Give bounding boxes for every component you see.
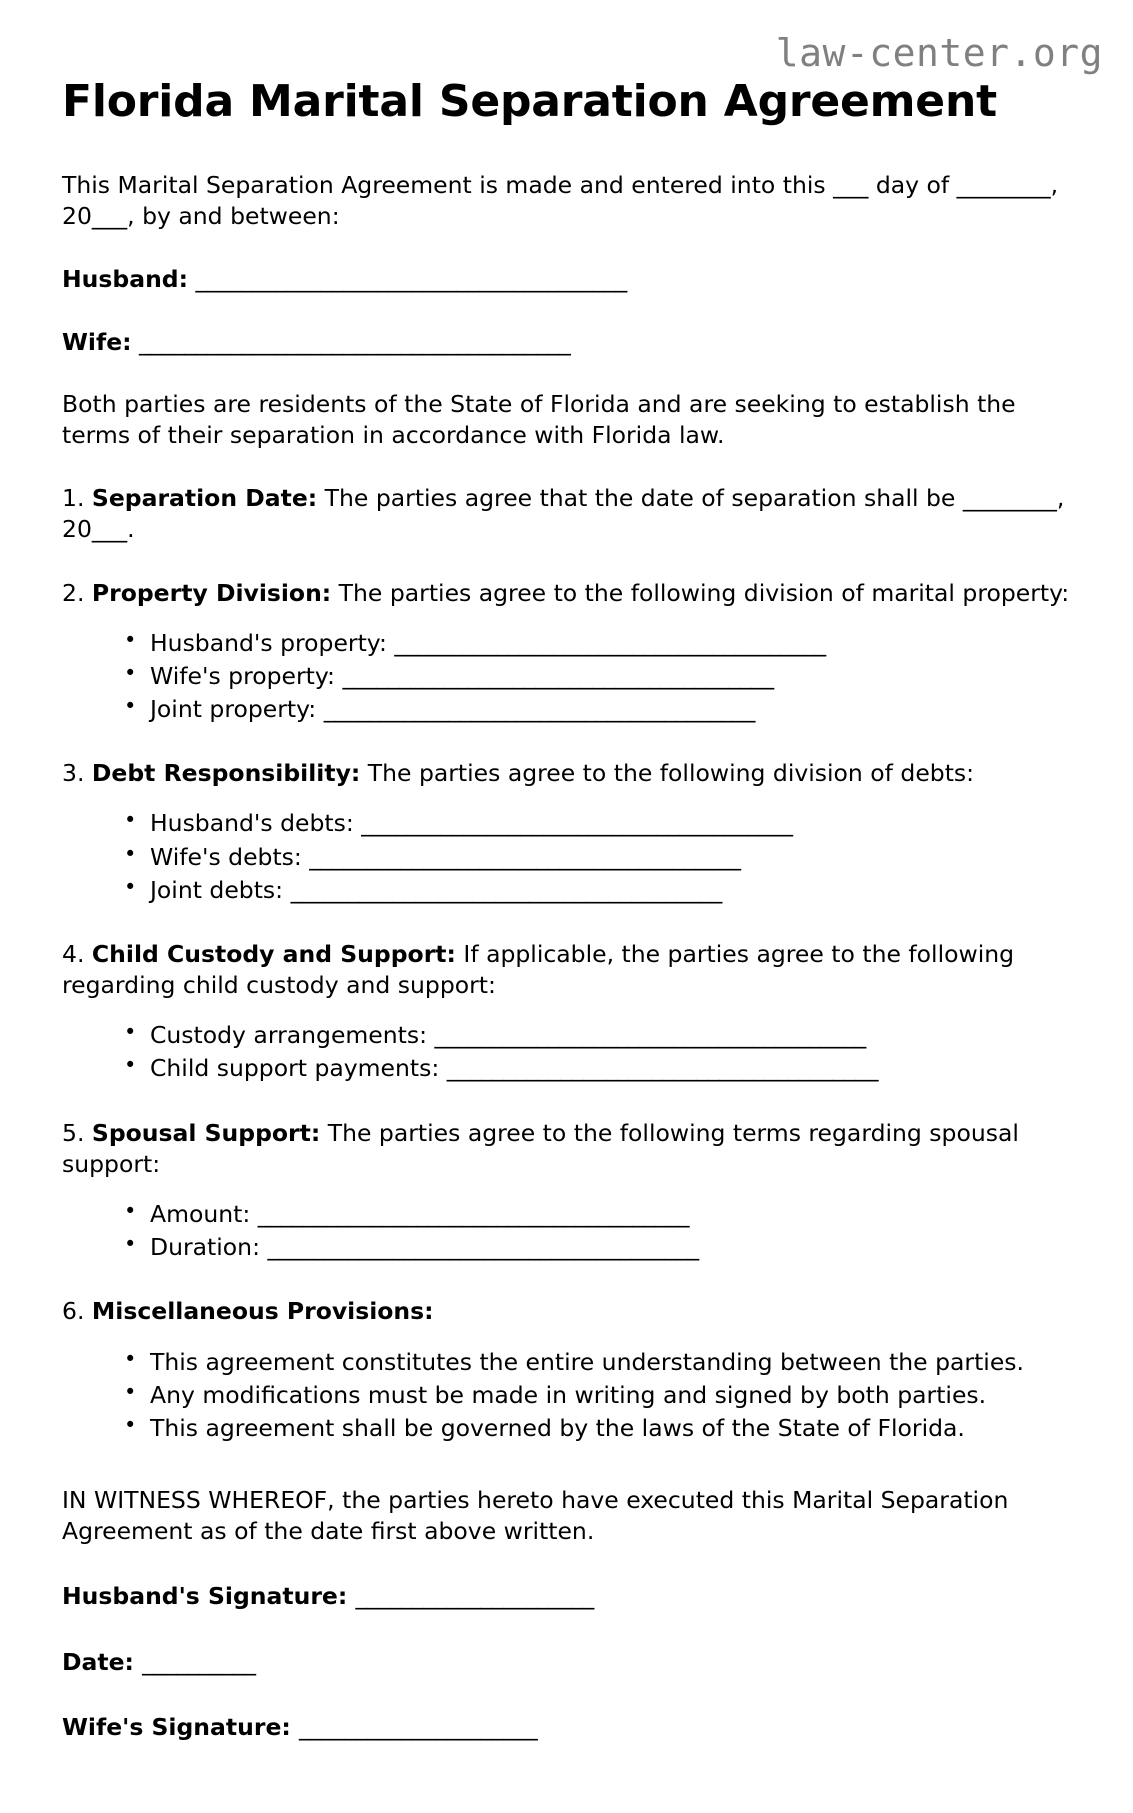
- item-label: Joint property:: [150, 695, 324, 724]
- intro-paragraph: This Marital Separation Agreement is made and entered into this ___ day of ________, 20___, by and between:: [62, 170, 1059, 230]
- item-blank: ______________________________________: [434, 1021, 866, 1050]
- husband-label: Husband:: [62, 265, 189, 294]
- section-2-number: 2.: [62, 578, 85, 607]
- property-division-list: [62, 627, 1071, 726]
- wife-label: Wife:: [62, 328, 132, 357]
- page-title: Florida Marital Separation Agreement: [62, 76, 997, 127]
- husband-signature-field: [62, 1581, 1071, 1612]
- list-item: [124, 841, 1071, 874]
- item-blank: ______________________________________: [257, 1200, 690, 1229]
- section-2-text: The parties agree to the following division of marital property:: [331, 578, 1070, 607]
- list-item: [124, 1052, 1071, 1085]
- section-6-number: 6.: [62, 1297, 85, 1326]
- item-label: Joint debts:: [150, 875, 291, 904]
- item-label: Husband's property:: [150, 628, 395, 657]
- section-6-label: Miscellaneous Provisions:: [91, 1297, 434, 1326]
- section-5: [62, 1118, 1071, 1181]
- section-4: [62, 939, 1071, 1002]
- wife-name-blank: ______________________________________: [139, 328, 571, 357]
- husband-name-blank: ______________________________________: [195, 265, 627, 294]
- item-blank: ______________________________________: [342, 661, 774, 690]
- item-blank: ______________________________________: [290, 875, 722, 904]
- section-3-label: Debt Responsibility:: [91, 759, 361, 788]
- site-watermark: law-center.org: [775, 31, 1103, 75]
- wife-signature-label: Wife's Signature:: [62, 1712, 291, 1741]
- list-item: [124, 1019, 1071, 1052]
- spousal-support-list: [62, 1198, 1071, 1264]
- section-5-text: The parties agree to the following terms regarding spousal support:: [62, 1118, 1019, 1178]
- date-blank: __________: [142, 1647, 256, 1676]
- wife-name-field: [62, 327, 1071, 358]
- section-4-label: Child Custody and Support:: [91, 939, 456, 968]
- husband-signature-blank: _____________________: [355, 1582, 594, 1611]
- debt-responsibility-list: [62, 807, 1071, 906]
- list-item: • This agreement constitutes the entire understanding between the parties.: [124, 1346, 1071, 1379]
- list-item: [124, 1231, 1071, 1264]
- item-blank: ______________________________________: [323, 695, 756, 724]
- list-item: • This agreement shall be governed by the laws of the State of Florida.: [124, 1412, 1071, 1445]
- bottom-spacer: [62, 1743, 1071, 1813]
- section-3-text: The parties agree to the following division of debts:: [360, 759, 975, 788]
- item-label: Duration:: [150, 1233, 268, 1262]
- section-3: [62, 758, 1071, 789]
- section-1: [62, 483, 1071, 546]
- item-blank: ______________________________________: [267, 1233, 699, 1262]
- item-blank: ______________________________________: [446, 1054, 879, 1083]
- wife-signature-field: [62, 1712, 1071, 1743]
- list-item: [124, 693, 1071, 726]
- date-label: Date:: [62, 1647, 134, 1676]
- item-blank: ______________________________________: [309, 842, 741, 871]
- section-6: [62, 1296, 1071, 1327]
- item-blank: ______________________________________: [361, 809, 793, 838]
- section-4-text: If applicable, the parties agree to the following regarding child custody and support:: [62, 939, 1015, 1000]
- section-1-text: The parties agree that the date of separation shall be ________, 20___.: [62, 484, 1065, 544]
- list-item: [124, 660, 1071, 693]
- item-label: Custody arrangements:: [150, 1021, 435, 1050]
- section-5-number: 5.: [62, 1118, 85, 1147]
- item-label: Child support payments:: [150, 1054, 447, 1083]
- husband-signature-label: Husband's Signature:: [62, 1582, 348, 1611]
- list-item: • Any modifications must be made in writing and signed by both parties.: [124, 1379, 1071, 1412]
- child-custody-list: [62, 1019, 1071, 1085]
- list-item: [124, 627, 1071, 660]
- section-1-number: 1.: [62, 484, 85, 513]
- witness-paragraph: IN WITNESS WHEREOF, the parties hereto have executed this Marital Separation Agreement as of the date first above written.: [62, 1485, 1009, 1546]
- husband-name-field: [62, 264, 1071, 295]
- section-2-label: Property Division:: [91, 578, 332, 607]
- wife-signature-blank: _____________________: [298, 1712, 538, 1741]
- item-blank: ______________________________________: [394, 628, 826, 657]
- section-5-label: Spousal Support:: [91, 1118, 321, 1147]
- list-item: [124, 874, 1071, 907]
- list-item: [124, 1198, 1071, 1231]
- section-2: [62, 578, 1071, 609]
- item-label: Amount:: [150, 1200, 258, 1229]
- date-field: [62, 1647, 1071, 1678]
- section-4-number: 4.: [62, 939, 85, 968]
- miscellaneous-provisions-list: [62, 1346, 1071, 1445]
- item-label: Husband's debts:: [150, 809, 362, 838]
- item-label: Wife's property:: [150, 661, 343, 690]
- item-label: Wife's debts:: [150, 842, 310, 871]
- list-item: [124, 807, 1071, 840]
- residency-paragraph: Both parties are residents of the State of Florida and are seeking to establish the terms of their separation in accordance with Florida law.: [62, 389, 1016, 449]
- section-1-label: Separation Date:: [91, 484, 318, 513]
- section-3-number: 3.: [62, 759, 85, 788]
